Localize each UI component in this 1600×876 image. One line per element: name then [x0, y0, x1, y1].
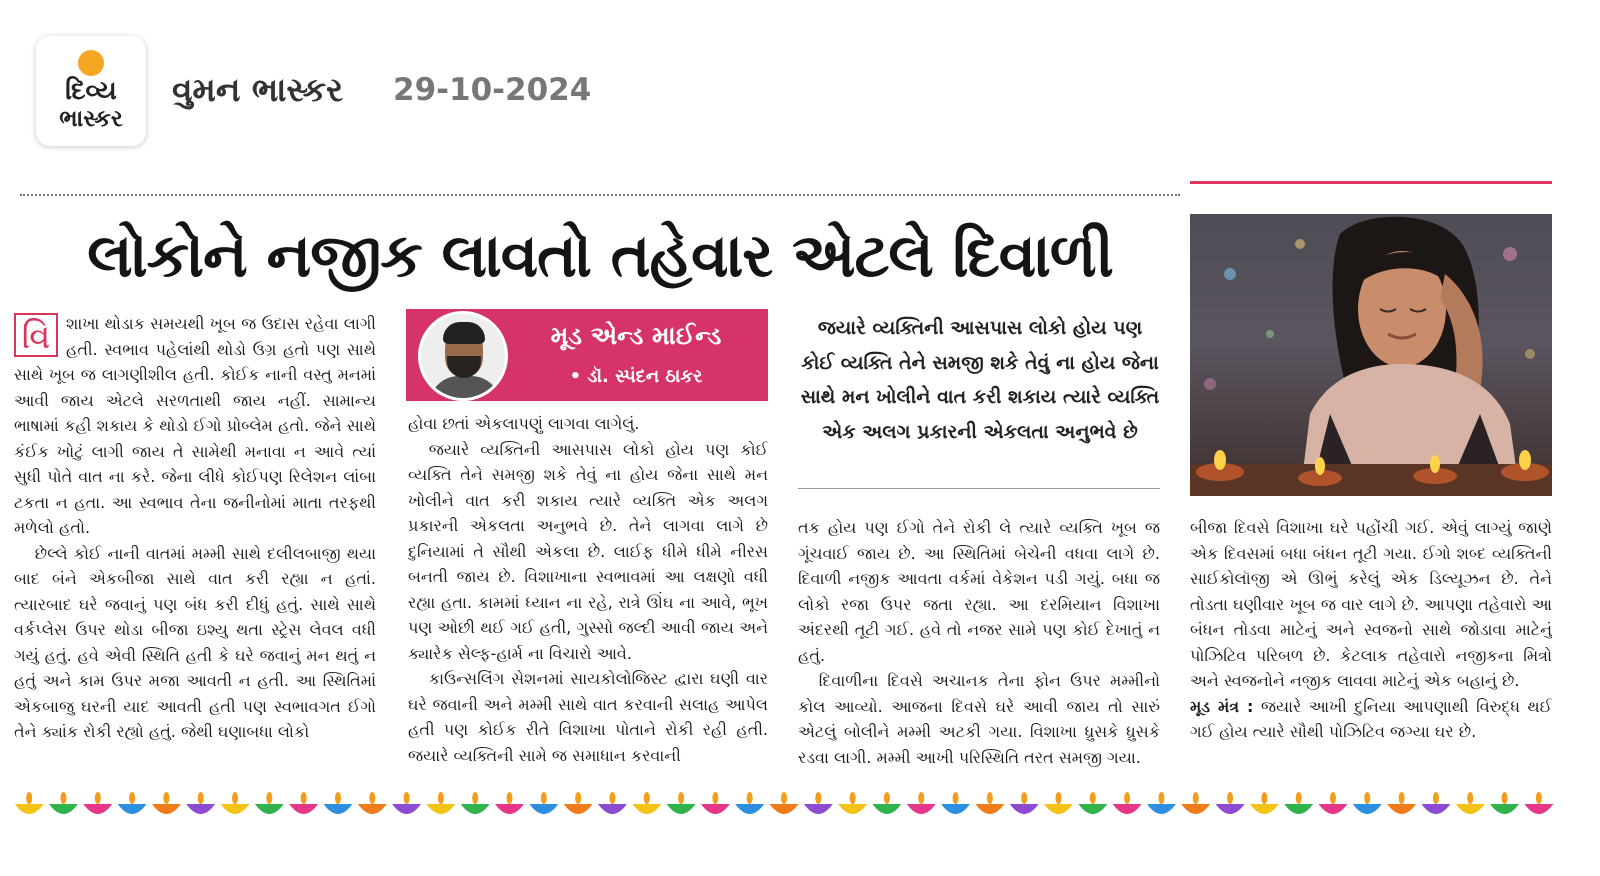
accent-rule [1190, 181, 1552, 184]
diya-icon [1250, 792, 1279, 814]
diya-icon [804, 792, 833, 814]
diya-icon [598, 792, 627, 814]
woman-with-diyas-illustration [1190, 214, 1552, 496]
diya-icon [941, 792, 970, 814]
logo-sun-icon [78, 50, 104, 76]
diya-icon [1216, 792, 1245, 814]
diya-icon [770, 792, 799, 814]
diya-icon [1044, 792, 1073, 814]
diya-icon [701, 792, 730, 814]
diya-icon [358, 792, 387, 814]
diya-icon [873, 792, 902, 814]
diya-border-strip [12, 790, 1556, 820]
diya-icon [392, 792, 421, 814]
diya-icon [1387, 792, 1416, 814]
article-column-3 [798, 515, 1160, 775]
paragraph-text: શાખા થોડાક સમયથી ખૂબ જ ઉદાસ રહેવા લાગી હતી. સ્વભાવ પહેલાંથી થોડો ઉગ્ર હતો પણ સાથે સાથે ખૂબ જ લાગણીશીલ હતી. કોઈક નાની વસ્તુ મનમાં આવી જાય એટલે સરળતાથી જાય નહીં. સામાન્ય ભાષામાં કહી શકાય કે થોડો ઈગો પ્રોબ્લેમ હતો. જેને સાથે કંઈક ખોટું લાગી જાય તે સામેથી મનાવા ન આવે ત્યાં સુધી પોતે વાત ના કરે. જેના લીધે કોઈપણ રિલેશન લાંબા ટકતા ન હતા. આ સ્વભાવ તેના જનીનોમાં માતા તરફથી મળેલો હતો. [14, 314, 376, 537]
publication-date: 29-10-2024 [393, 72, 592, 108]
diya-icon [15, 792, 44, 814]
column-banner [406, 309, 768, 401]
diya-icon [495, 792, 524, 814]
diya-icon [186, 792, 215, 814]
diya-icon [461, 792, 490, 814]
diya-icon [529, 792, 558, 814]
paragraph: બીજા દિવસે વિશાખા ઘરે પહોંચી ગઈ. એવું લાગ્યું જાણે એક દિવસમાં બધા બંધન તૂટી ગયા. ઈગો શબ્દ વ્યક્તિની સાઈકોલૉજી એ ઊભું કરેલું એક ડિલ્યૂઝન છે. તેને તોડતા ઘણીવાર ખૂબ જ વાર લાગે છે. આપણા તહેવારો આ બંધન તોડવા માટેનું અને સ્વજનો સાથે જોડાવા માટેનું પોઝિટિવ પરિબળ છે. કેટલાક તહેવારો નજીકના મિત્રો અને સ્વજનોને નજીક લાવવા માટેનું એક બહાનું છે. [1190, 518, 1552, 690]
paragraph: હોવા છતાં એકલાપણું લાગવા લાગેલું. [408, 414, 640, 433]
diya-icon [667, 792, 696, 814]
mood-mantra-text: જયારે આખી દુનિયા આપણાથી વિરુદ્ધ થઈ ગઈ હોય ત્યારે સૌથી પોઝિટિવ જગ્યા ઘર છે. [1190, 696, 1552, 741]
article-column-4 [1190, 515, 1552, 775]
diya-icon [564, 792, 593, 814]
diya-icon [1524, 792, 1553, 814]
logo-text-line2: ભાસ્કર [59, 106, 123, 132]
author-avatar [418, 311, 508, 401]
diya-icon [1490, 792, 1519, 814]
diya-icon [289, 792, 318, 814]
diya-icon [1078, 792, 1107, 814]
mood-mantra-label: મૂડ મંત્ર : [1190, 696, 1254, 716]
paragraph: તક હોય પણ ઈગો તેને રોકી લે ત્યારે વ્યક્તિ ખૂબ જ ગૂંચવાઈ જાય છે. આ સ્થિતિમાં બેચેની વધવા લાગે છે. દિવાળી નજીક આવતા વર્કમાં વેકેશન પડી ગયું. બધા જ લોકો રજા ઉપર જતા રહ્યા. આ દરમિયાન વિશાખા અંદરથી તૂટી ગઈ. હવે તો નજર સામે પણ કોઈ દેખાતું ન હતું. [798, 518, 1160, 665]
author-name: • ડૉ. સ્પંદન ઠાકર [569, 366, 703, 387]
paragraph: કાઉન્સલિંગ સેશનમાં સાયકોલોજિસ્ટ દ્વારા ઘણી વાર ઘરે જવાની અને મમ્મી સાથે વાત કરવાની સલાહ આપેલ હતી પણ કોઈક રીતે વિશાખા પોતાને રોકી રહી હતી. જયારે વ્યક્તિની સામે જ સમાધાન કરવાની [408, 669, 768, 765]
mood-mantra [1190, 694, 1552, 745]
logo-text-line1: દિવ્ય [65, 76, 117, 106]
pull-quote: જયારે વ્યક્તિની આસપાસ લોકો હોય પણ કોઈ વ્યક્તિ તેને સમજી શકે તેવું ના હોય જેના સાથે મન ખોલીને વાત કરી શકાય ત્યારે વ્યક્તિ એક અલગ પ્રકારની એકલતા અનુભવે છે [800, 317, 1160, 443]
diya-icon [735, 792, 764, 814]
paragraph [14, 311, 376, 541]
dotted-divider [20, 194, 1180, 196]
diya-icon [1010, 792, 1039, 814]
diya-icon [907, 792, 936, 814]
paragraph: જયારે વ્યક્તિની આસપાસ લોકો હોય પણ કોઈ વ્યક્તિ તેને સમજી શકે તેવું ના હોય જેના સાથે મન ખોલીને વાત કરી શકાય ત્યારે વ્યક્તિ એક અલગ પ્રકારની એકલતા અનુભવે છે. તેને લાગવા લાગે છે દુનિયામાં તે સૌથી એકલા છે. લાઈફ ધીમે ધીમે નીરસ બનતી જાય છે. વિશાખાના સ્વભાવમાં આ લક્ષણો વધી રહ્યા હતા. કામમાં ધ્યાન ના રહે, રાત્રે ઊંઘ ના આવે, ભૂખ પણ ઓછી થઈ ગઈ હતી, ગુસ્સો જલ્દી આવી જાય અને ક્યારેક સેલ્ફ-હાર્મ ના વિચારો આવે. [408, 439, 768, 663]
paragraph: છેલ્લે કોઈ નાની વાતમાં મમ્મી સાથે દલીલબાજી થયા બાદ બંને એકબીજા સાથે વાત કરી રહ્યા ન હતાં. ત્યારબાદ ઘરે જવાનું પણ બંધ કરી દીધું હતું. સાથે સાથે વર્કપ્લેસ ઉપર થોડા બીજા ઇશ્યુ થતા સ્ટ્રેસ લેવલ વધી ગયું હતું. હવે એવી સ્થિતિ હતી કે ઘરે જવાનું મન થતું ન હતું અને કામ ઉપર મજા આવતી ન હતી. આ સ્થિતિમાં એકબાજુ ઘરની યાદ આવતી હતી પણ સ્વભાવગત ઈગો તેને ક્યાંક રોકી રહ્યો હતું. જેથી ઘણાબધા લોકો [14, 543, 376, 741]
drop-cap: વિ [14, 313, 58, 357]
diya-icon [1319, 792, 1348, 814]
diya-icon [255, 792, 284, 814]
diya-icon [975, 792, 1004, 814]
column-name: મૂડ એન્ડ માઈન્ડ [550, 321, 722, 350]
diya-icon [1456, 792, 1485, 814]
diya-icon [221, 792, 250, 814]
diya-icon [1422, 792, 1451, 814]
section-title: વુમન ભાસ્કર [172, 70, 344, 109]
article-column-1 [14, 311, 376, 775]
diya-icon [1147, 792, 1176, 814]
diya-icon [324, 792, 353, 814]
diya-icon [118, 792, 147, 814]
diya-icon [83, 792, 112, 814]
diya-icon [1113, 792, 1142, 814]
diya-icon [426, 792, 455, 814]
diya-icon [152, 792, 181, 814]
article-headline: લોકોને નજીક લાવતો તહેવાર એટલે દિવાળી [87, 221, 1113, 291]
diya-icon [1284, 792, 1313, 814]
diya-icon [632, 792, 661, 814]
pull-quote-divider [798, 488, 1160, 489]
diya-icon [49, 792, 78, 814]
divya-bhaskar-logo [36, 36, 146, 146]
diya-icon [838, 792, 867, 814]
diya-icon [1353, 792, 1382, 814]
paragraph: દિવાળીના દિવસે અચાનક તેના ફોન ઉપર મમ્મીનો કોલ આવ્યો. આજના દિવસે ઘરે આવી જાય તો સારું એટલું બોલીને મમ્મી અટકી ગયા. વિશાખા ધ્રુસકે ધ્રુસકે રડવા લાગી. મમ્મી આખી પરિસ્થિતિ તરત સમજી ગયા. [798, 671, 1160, 767]
article-photo [1190, 214, 1552, 496]
article-column-2 [408, 411, 768, 775]
diya-icon [1181, 792, 1210, 814]
